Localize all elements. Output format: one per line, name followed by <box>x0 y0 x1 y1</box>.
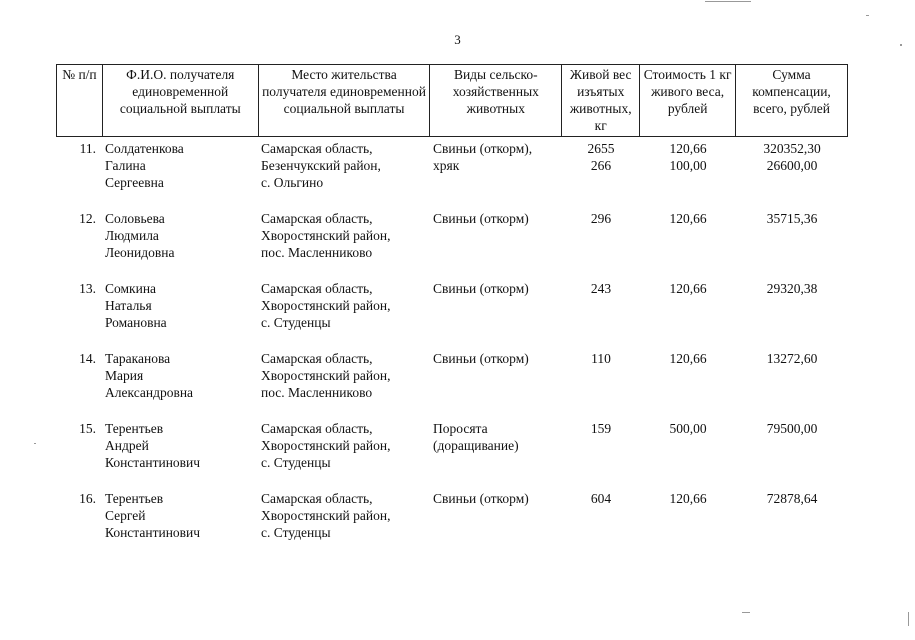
recipient-name-line: Мария <box>105 368 144 383</box>
price-per-kg-line: 120,66 <box>669 351 707 366</box>
recipient-address <box>258 347 430 417</box>
recipient-address <box>258 417 430 487</box>
recipient-address-line: Самарская область, <box>261 351 373 366</box>
live-weight-line: 243 <box>590 281 612 296</box>
row-number: 11. <box>79 141 96 156</box>
animal-type <box>430 277 562 347</box>
scan-mark <box>742 612 750 613</box>
price-per-kg <box>640 347 736 417</box>
scan-mark <box>900 44 902 46</box>
live-weight <box>562 277 640 347</box>
recipient-name-line: Константинович <box>105 525 201 540</box>
live-weight-line: 266 <box>590 158 612 173</box>
header-name: Ф.И.О. получателя единовременной социальной выплаты <box>102 65 258 137</box>
recipient-address-line: с. Студенцы <box>261 315 331 330</box>
price-per-kg-line: 120,66 <box>669 141 707 156</box>
row-number: 16. <box>79 491 96 506</box>
recipient-address-line: Хворостянский район, <box>261 508 391 523</box>
price-per-kg <box>640 277 736 347</box>
price-per-kg-line: 120,66 <box>669 211 707 226</box>
animal-type <box>430 207 562 277</box>
recipient-address-line: Безенчукский район, <box>261 158 381 173</box>
recipient-address-line: Хворостянский район, <box>261 228 391 243</box>
live-weight-line: 110 <box>591 351 611 366</box>
animal-type-line: Свиньи (откорм), <box>433 141 533 156</box>
recipient-name <box>102 207 258 277</box>
recipient-name <box>102 417 258 487</box>
table-row <box>56 487 848 557</box>
price-per-kg-line: 120,66 <box>669 491 707 506</box>
animal-type <box>430 347 562 417</box>
animal-type-line: Свиньи (откорм) <box>433 351 529 366</box>
compensation-sum-line: 35715,36 <box>766 211 818 226</box>
recipient-name-line: Леонидовна <box>105 245 175 260</box>
scan-mark <box>705 1 751 2</box>
recipient-name-line: Соловьева <box>105 211 165 226</box>
header-price: Стоимость 1 кг живого веса, рублей <box>640 65 736 137</box>
recipient-address <box>258 137 430 207</box>
row-number: 14. <box>79 351 96 366</box>
live-weight <box>562 417 640 487</box>
recipient-name-line: Галина <box>105 158 146 173</box>
recipient-address-line: Хворостянский район, <box>261 438 391 453</box>
recipient-address-line: Самарская область, <box>261 491 373 506</box>
compensation-sum <box>736 207 848 277</box>
recipient-name-line: Романовна <box>105 315 167 330</box>
animal-type-line: Свиньи (откорм) <box>433 281 529 296</box>
row-number: 15. <box>79 421 96 436</box>
header-num: № п/п <box>57 65 103 137</box>
row-number: 12. <box>79 211 96 226</box>
compensation-sum <box>736 347 848 417</box>
recipient-name <box>102 487 258 557</box>
compensation-sum-line: 72878,64 <box>766 491 818 506</box>
header-animals: Виды сельско-хозяйственных животных <box>430 65 562 137</box>
live-weight <box>562 137 640 207</box>
table-header <box>56 64 848 137</box>
header-address: Место жительства получателя единовременной социальной выплаты <box>258 65 430 137</box>
table-body <box>56 137 848 557</box>
table-row <box>56 347 848 417</box>
recipient-name-line: Наталья <box>105 298 152 313</box>
table-row <box>56 417 848 487</box>
recipient-address-line: с. Студенцы <box>261 525 331 540</box>
compensation-sum <box>736 137 848 207</box>
recipients-table <box>56 137 848 557</box>
animal-type <box>430 137 562 207</box>
recipient-name <box>102 137 258 207</box>
compensation-sum-line: 29320,38 <box>766 281 818 296</box>
recipient-address-line: Самарская область, <box>261 421 373 436</box>
live-weight <box>562 347 640 417</box>
recipient-name-line: Людмила <box>105 228 159 243</box>
recipient-address-line: Хворостянский район, <box>261 368 391 383</box>
header-weight: Живой вес изъятых животных, кг <box>562 65 640 137</box>
animal-type-line: Свиньи (откорм) <box>433 491 529 506</box>
scan-mark <box>866 15 869 16</box>
recipient-address-line: Самарская область, <box>261 211 373 226</box>
live-weight-line: 2655 <box>587 141 615 156</box>
price-per-kg-line: 120,66 <box>669 281 707 296</box>
recipient-name-line: Сомкина <box>105 281 157 296</box>
recipient-name-line: Терентьев <box>105 491 164 506</box>
price-per-kg <box>640 417 736 487</box>
table-row <box>56 277 848 347</box>
header-sum: Сумма компенсации, всего, рублей <box>736 65 848 137</box>
row-number: 13. <box>79 281 96 296</box>
animal-type-line: хряк <box>433 158 460 173</box>
price-per-kg <box>640 487 736 557</box>
price-per-kg <box>640 137 736 207</box>
recipient-address <box>258 207 430 277</box>
recipient-name-line: Тараканова <box>105 351 171 366</box>
compensation-sum-line: 79500,00 <box>766 421 818 436</box>
compensation-sum-line: 26600,00 <box>766 158 818 173</box>
table-row <box>56 207 848 277</box>
recipient-address-line: Хворостянский район, <box>261 298 391 313</box>
compensation-sum <box>736 277 848 347</box>
recipient-address-line: пос. Масленниково <box>261 245 373 260</box>
recipient-address <box>258 277 430 347</box>
page-number: 3 <box>454 32 461 47</box>
recipient-name <box>102 277 258 347</box>
price-per-kg-line: 100,00 <box>669 158 707 173</box>
compensation-sum <box>736 417 848 487</box>
live-weight-line: 159 <box>590 421 612 436</box>
animal-type-line: Поросята <box>433 421 488 436</box>
recipient-name-line: Константинович <box>105 455 201 470</box>
live-weight <box>562 487 640 557</box>
recipient-name-line: Александровна <box>105 385 194 400</box>
live-weight-line: 296 <box>590 211 612 226</box>
price-per-kg-line: 500,00 <box>669 421 707 436</box>
animal-type-line: Свиньи (откорм) <box>433 211 529 226</box>
recipient-address-line: с. Ольгино <box>261 175 324 190</box>
recipient-address-line: Самарская область, <box>261 281 373 296</box>
recipient-name <box>102 347 258 417</box>
scan-mark <box>34 443 36 444</box>
table-row <box>56 137 848 207</box>
price-per-kg <box>640 207 736 277</box>
scan-mark <box>908 612 909 626</box>
animal-type <box>430 417 562 487</box>
recipient-name-line: Сергеевна <box>105 175 164 190</box>
live-weight-line: 604 <box>590 491 612 506</box>
recipient-name-line: Солдатенкова <box>105 141 184 156</box>
recipient-name-line: Андрей <box>105 438 149 453</box>
recipient-address-line: Самарская область, <box>261 141 373 156</box>
compensation-sum-line: 320352,30 <box>763 141 821 156</box>
compensation-sum-line: 13272,60 <box>766 351 818 366</box>
recipient-name-line: Терентьев <box>105 421 164 436</box>
recipient-address-line: пос. Масленниково <box>261 385 373 400</box>
animal-type-line: (доращивание) <box>433 438 519 453</box>
recipient-address <box>258 487 430 557</box>
recipient-address-line: с. Студенцы <box>261 455 331 470</box>
compensation-sum <box>736 487 848 557</box>
animal-type <box>430 487 562 557</box>
recipient-name-line: Сергей <box>105 508 146 523</box>
live-weight <box>562 207 640 277</box>
